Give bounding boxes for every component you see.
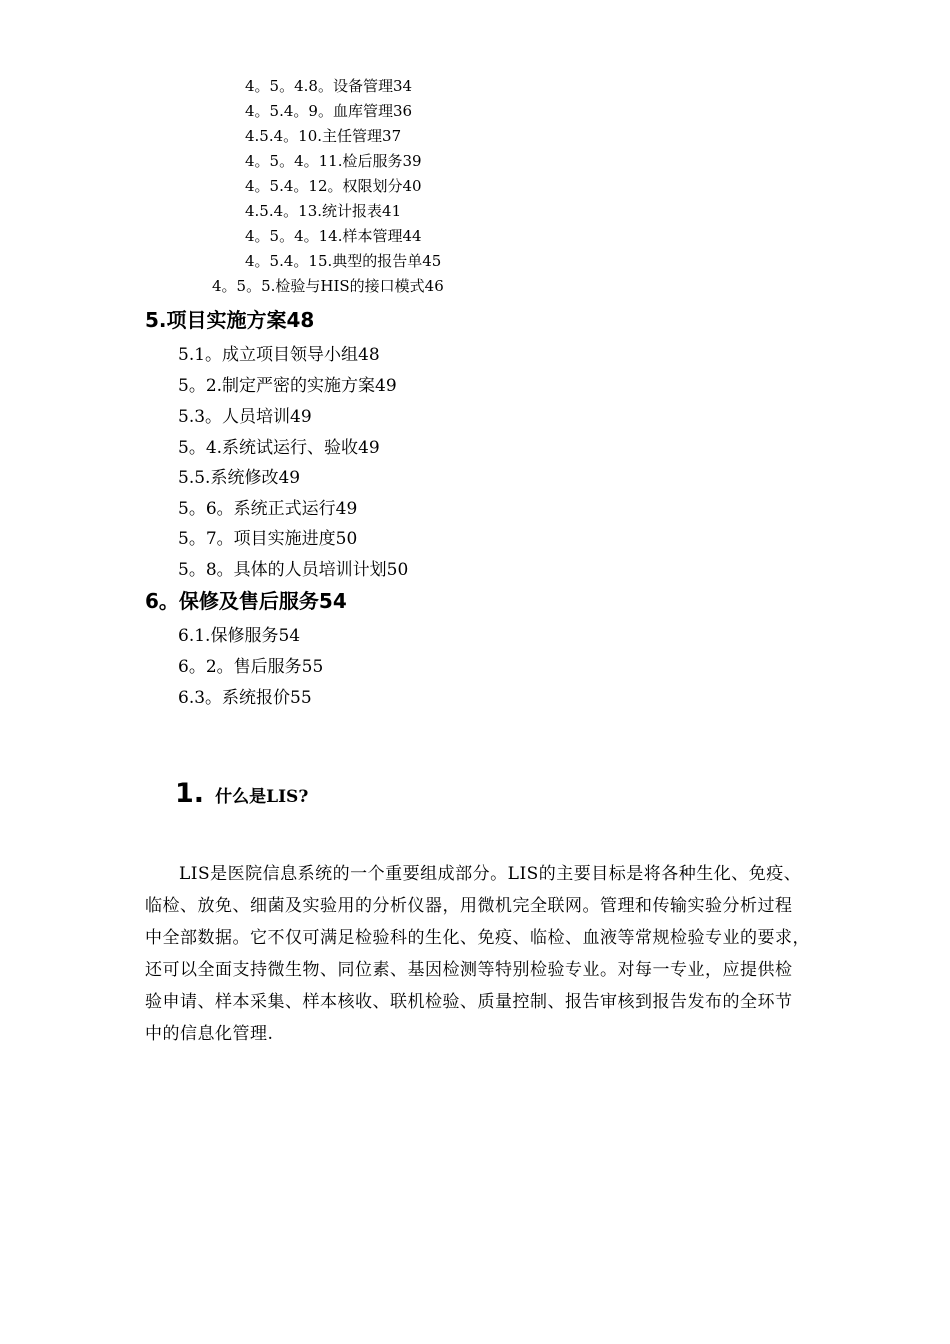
toc-entry[interactable]: 6.3。系统报价55 <box>178 688 312 708</box>
toc-entry[interactable]: 4。5。5.检验与HIS的接口模式46 <box>212 277 444 295</box>
toc-entry[interactable]: 4.5.4。13.统计报表41 <box>245 202 402 220</box>
toc-entry[interactable]: 5。8。具体的人员培训计划50 <box>178 560 409 580</box>
toc-chapter-entry[interactable]: 5.项目实施方案48 <box>145 308 315 332</box>
paragraph-line: 还可以全面支持微生物、同位素、基因检测等特别检验专业。对每一专业，应提供检 <box>145 960 793 980</box>
body-paragraph <box>145 858 865 1050</box>
toc-entry[interactable]: 5.3。人员培训49 <box>178 407 312 427</box>
toc-entry[interactable]: 4。5.4。9。血库管理36 <box>245 102 413 120</box>
section-heading <box>175 780 308 807</box>
toc-entry[interactable]: 5。4.系统试运行、验收49 <box>178 438 380 458</box>
paragraph-line: LIS是医院信息系统的一个重要组成部分。LIS的主要目标是将各种生化、免疫、 <box>179 864 802 884</box>
section-title: 什么是LIS? <box>215 787 309 807</box>
toc-entry[interactable]: 4。5.4。15.典型的报告单45 <box>245 252 442 270</box>
toc-entry[interactable]: 5.5.系统修改49 <box>178 468 301 488</box>
paragraph-line: 验申请、样本采集、样本核收、联机检验、质量控制、报告审核到报告发布的全环节 <box>145 992 793 1012</box>
toc-entry[interactable]: 4。5。4.8。设备管理34 <box>245 77 413 95</box>
toc-entry[interactable]: 4。5。4。14.样本管理44 <box>245 227 422 245</box>
paragraph-line: 中全部数据。它不仅可满足检验科的生化、免疫、临检、血液等常规检验专业的要求， <box>145 928 810 948</box>
toc-entry[interactable]: 4。5。4。11.检后服务39 <box>245 152 422 170</box>
toc-entry[interactable]: 4。5.4。12。权限划分40 <box>245 177 422 195</box>
toc-entry[interactable]: 5。7。项目实施进度50 <box>178 529 358 549</box>
toc-entry[interactable]: 5。2.制定严密的实施方案49 <box>178 376 397 396</box>
paragraph-line: 中的信息化管理. <box>145 1024 274 1044</box>
toc-chapter-entry[interactable]: 6。保修及售后服务54 <box>145 589 347 613</box>
toc-entry[interactable]: 5。6。系统正式运行49 <box>178 499 358 519</box>
section-number: 1. <box>175 778 205 809</box>
paragraph-line: 临检、放免、细菌及实验用的分析仪器，用微机完全联网。管理和传输实验分析过程 <box>145 896 793 916</box>
toc-entry[interactable]: 6.1.保修服务54 <box>178 626 301 646</box>
toc-entry[interactable]: 6。2。售后服务55 <box>178 657 324 677</box>
toc-entry[interactable]: 4.5.4。10.主任管理37 <box>245 127 402 145</box>
toc-entry[interactable]: 5.1。成立项目领导小组48 <box>178 345 380 365</box>
